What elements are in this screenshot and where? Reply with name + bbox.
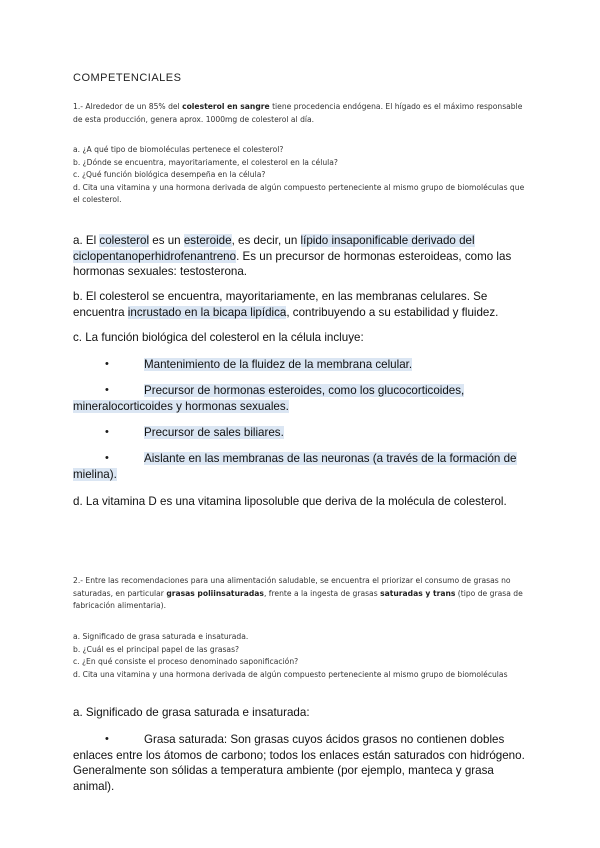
subquestion-c: c. ¿En qué consiste el proceso denominado saponificación?: [73, 657, 299, 666]
fat-bullet-1: Grasa saturada: Son grasas cuyos ácidos grasos no contienen dobles enlaces entre los átomos de carbono; todos los enlaces están saturados con hidrógeno. Generalmente son sólidas a temperatura ambiente (por ejemplo, manteca y grasa animal).: [73, 733, 525, 793]
question-1: [73, 101, 533, 126]
highlight: colesterol: [99, 234, 150, 247]
bullet-icon: •: [105, 426, 109, 438]
subquestion-b: b. ¿Dónde se encuentra, mayoritariamente, el colesterol en la célula?: [73, 157, 338, 167]
answer-a: a. El colesterol es un esteroide, es decir, un lípido insaponificable derivado del ciclopentanoperhidrofenantreno. Es un precursor de hormonas esteroideas, como las hormonas sexuales: testosterona.: [73, 234, 512, 278]
highlight: incrustado en la bicapa lipídica: [127, 305, 287, 319]
function-bullet-4: Aislante en las membranas de las neuronas (a través de la formación de mielina).: [73, 452, 517, 481]
question-1-text: 1.- Alrededor de un 85% del: [73, 102, 183, 111]
subquestion-d: d. Cita una vitamina y una hormona derivada de algún compuesto perteneciente al mismo grupo de biomoléculas: [73, 669, 508, 679]
function-bullet-1: Mantenimiento de la fluidez de la membrana celular.: [144, 358, 413, 371]
subquestion-b: b. ¿Cuál es el principal papel de las grasas?: [73, 644, 240, 654]
subquestion-a: a. Significado de grasa saturada e insaturada.: [73, 632, 249, 641]
question-1-text-end: tiene procedencia endógena. El hígado es el máximo responsable de esta producción, genera aprox. 1000mg de colesterol al día.: [73, 102, 523, 124]
answer-c-intro: c. La función biológica del colesterol en la célula incluye:: [73, 331, 364, 344]
bullet-icon: •: [105, 733, 109, 745]
function-bullet-2: Precursor de hormonas esteroides, como los glucocorticoides, mineralocorticoides y hormonas sexuales.: [73, 384, 465, 413]
subquestion-c: c. ¿Qué función biológica desempeña en la célula?: [73, 170, 266, 179]
highlight: esteroide: [183, 234, 232, 247]
function-bullet-3: Precursor de sales biliares.: [144, 426, 284, 439]
question-1-subquestions: [73, 144, 533, 207]
question-2-bold: grasas poliinsaturadas: [166, 588, 264, 598]
bullet-icon: •: [105, 358, 109, 370]
highlight: lípido insaponificable derivado del ciclopentanoperhidrofenantreno: [73, 234, 475, 263]
subquestion-a: a. ¿A qué tipo de biomoléculas pertenece el colesterol?: [73, 145, 284, 154]
bullet-icon: •: [105, 384, 109, 396]
subquestion-d: d. Cita una vitamina y una hormona derivada de algún compuesto perteneciente al mismo grupo de biomoléculas que el colesterol.: [73, 182, 525, 204]
answer-b: b. El colesterol se encuentra, mayoritariamente, en las membranas celulares. Se encuentra incrustado en la bicapa lipídica, contribuyendo a su estabilidad y fluidez.: [73, 290, 499, 319]
question-1-bold: colesterol en sangre: [182, 102, 270, 111]
question-2: 2.- Entre las recomendaciones para una alimentación saludable, se encuentra el priorizar el consumo de grasas no saturadas, en particular grasas poliinsaturadas, frente a la ingesta de grasas saturadas y trans (tipo de grasa de fabricación alimentaria).: [73, 576, 523, 610]
question-2-subquestions: [73, 631, 533, 681]
page-heading: COMPETENCIALES: [73, 72, 182, 84]
answer-2a-intro: a. Significado de grasa saturada e insaturada:: [73, 706, 310, 719]
bullet-icon: •: [105, 452, 109, 464]
answer-d: d. La vitamina D es una vitamina liposoluble que deriva de la molécula de colesterol.: [73, 495, 507, 508]
question-2-bold: saturadas y trans: [380, 588, 456, 598]
